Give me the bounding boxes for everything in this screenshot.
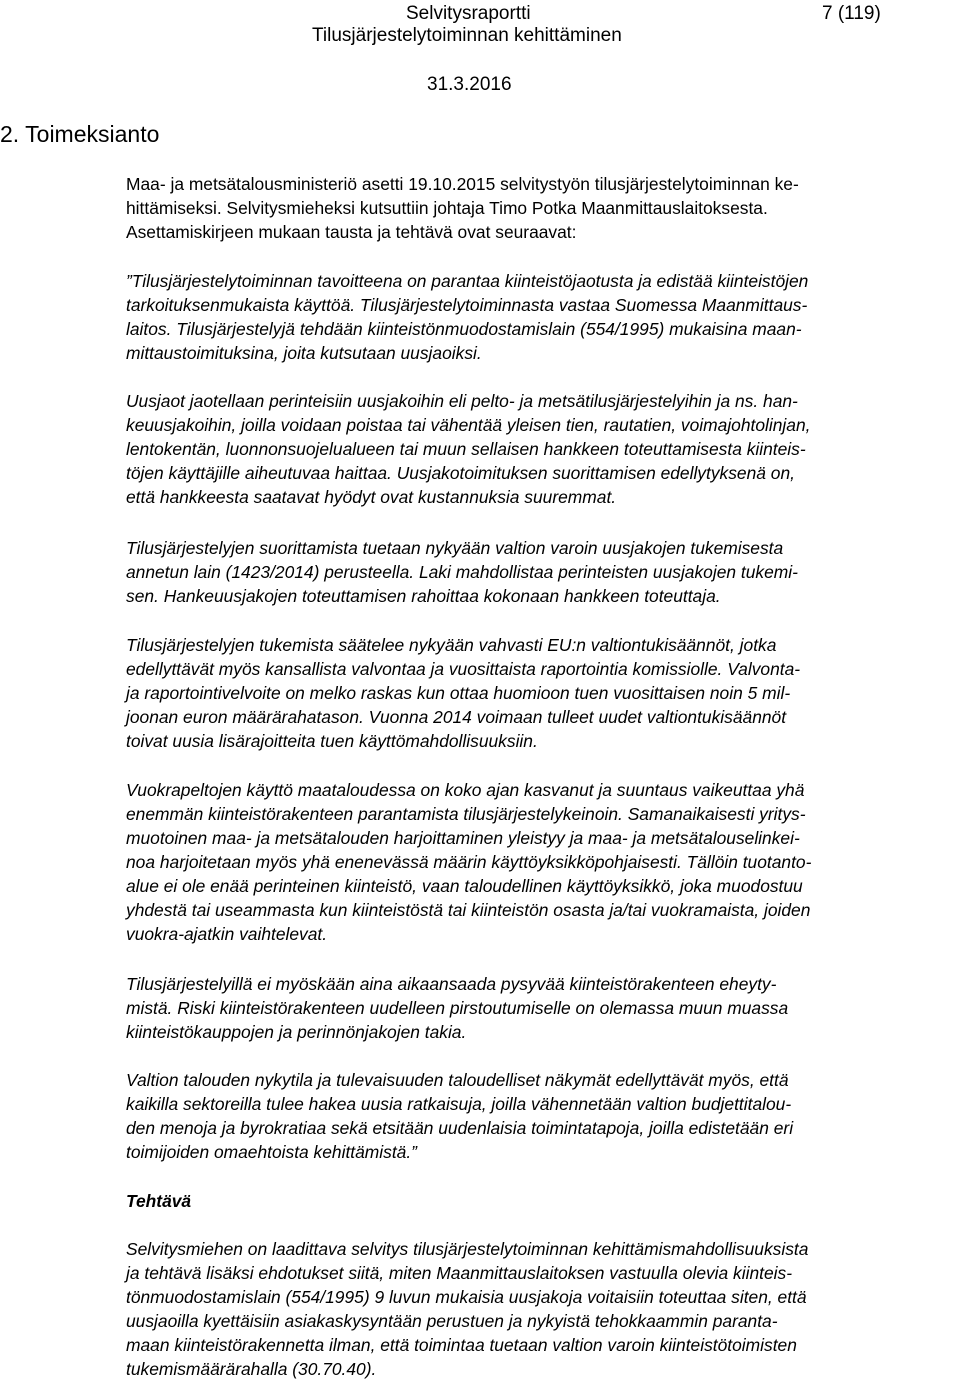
text-line: uusjaoilla kyettäisiin asiakaskysyntään perustuen ja nykyistä tehokkaammin paranta-: [126, 1311, 778, 1331]
task-heading-text: Tehtävä: [126, 1191, 192, 1211]
text-line: maan kiinteistörakennetta ilman, että toimintaa tuetaan valtion varoin kiinteistötoimisten: [126, 1335, 797, 1355]
text-line: tarkoituksenmukaista käyttöä. Tilusjärjestelytoiminnasta vastaa Suomessa Maanmittaus-: [126, 295, 808, 315]
text-line: muotoinen maa- ja metsätalouden harjoittaminen yleistyy ja maa- ja metsätalouselinkei-: [126, 828, 800, 848]
text-line: lentokentän, luonnonsuojelualueen tai muun sellaisen hankkeen toteuttamisesta kiinteis-: [126, 439, 806, 459]
report-title: Selvitysraportti: [406, 3, 531, 24]
text-line: mittaustoimituksina, joita kutsutaan uusjaoiksi.: [126, 343, 482, 363]
report-date: 31.3.2016: [427, 74, 512, 95]
text-line: Tilusjärjestelyjen suorittamista tuetaan nykyään valtion varoin uusjakojen tukemisesta: [126, 538, 784, 558]
text-line: että hankkeesta saatavat hyödyt ovat kustannuksia suuremmat.: [126, 487, 617, 507]
text-line: Valtion talouden nykytila ja tulevaisuuden taloudelliset näkymät edellyttävät myös, että: [126, 1070, 789, 1090]
quote-paragraph: [126, 778, 956, 946]
text-line: keuusjakoihin, joilla voidaan poistaa tai vähentää yleisen tien, rautatien, voimajohtolinjan,: [126, 415, 811, 435]
text-line: Vuokrapeltojen käyttö maataloudessa on koko ajan kasvanut ja suuntaus vaikeuttaa yhä: [126, 780, 805, 800]
quote-paragraph: [126, 389, 956, 509]
text-line: vuokra-ajatkin vaihtelevat.: [126, 924, 328, 944]
text-line: ja tehtävä lisäksi ehdotukset siitä, miten Maanmittauslaitoksen vastuulla olevia kiinteis-: [126, 1263, 792, 1283]
task-heading: [126, 1189, 956, 1213]
text-line: kaikilla sektoreilla tulee hakea uusia ratkaisuja, joilla vähennetään valtion budjettitalou-: [126, 1094, 792, 1114]
report-subtitle: Tilusjärjestelytoiminnan kehittäminen: [312, 25, 622, 46]
text-line: noa harjoitetaan myös yhä enenevässä määrin käyttöyksikköpohjaisesti. Tällöin tuotanto-: [126, 852, 812, 872]
text-line: mistä. Riski kiinteistörakenteen uudelleen pirstoutumiselle on olemassa muun muassa: [126, 998, 789, 1018]
text-line: Selvitysmiehen on laadittava selvitys tilusjärjestelytoiminnan kehittämismahdollisuuksista: [126, 1239, 809, 1259]
text-line: yhdestä tai useammasta kun kiinteistöstä tai kiinteistön osasta ja/tai vuokramaista, joiden: [126, 900, 811, 920]
text-line: töjen käyttäjille aiheutuvaa haittaa. Uusjakotoimituksen suorittamisen edellytyksenä on,: [126, 463, 795, 483]
text-line: sen. Hankeuusjakojen toteuttamisen rahoittaa kokonaan hankkeen toteuttaja.: [126, 586, 721, 606]
intro-paragraph: [126, 172, 956, 244]
quote-paragraph: [126, 536, 956, 608]
text-line: Uusjaot jaotellaan perinteisiin uusjakoihin eli pelto- ja metsätilusjärjestelyihin ja ns. han-: [126, 391, 798, 411]
text-line: hittämiseksi. Selvitysmieheksi kutsuttiin johtaja Timo Potka Maanmittauslaitoksesta.: [126, 198, 768, 218]
section-heading: 2. Toimeksianto: [0, 121, 160, 147]
text-line: laitos. Tilusjärjestelyjä tehdään kiinteistönmuodostamislain (554/1995) mukaisina maan-: [126, 319, 802, 339]
text-line: tönmuodostamislain (554/1995) 9 luvun mukaisia uusjakoja voitaisiin toteuttaa siten, että: [126, 1287, 807, 1307]
text-line: toimijoiden omaehtoista kehittämistä.”: [126, 1142, 417, 1162]
text-line: Maa- ja metsätalousministeriö asetti 19.10.2015 selvitystyön tilusjärjestelytoiminnan ke-: [126, 174, 799, 194]
task-paragraph: [126, 1237, 956, 1381]
text-line: edellyttävät myös kansallista valvontaa ja vuosittaista raportointia komissiolle. Valvonta-: [126, 659, 801, 679]
text-line: den menoja ja byrokratiaa sekä etsitään uudenlaisia toimintatapoja, joilla edistetään eri: [126, 1118, 794, 1138]
text-line: toivat uusia lisärajoitteita tuen käyttömahdollisuuksiin.: [126, 731, 538, 751]
text-line: annetun lain (1423/2014) perusteella. Laki mahdollistaa perinteisten uusjakojen tukemi-: [126, 562, 798, 582]
quote-paragraph: [126, 1068, 956, 1164]
quote-paragraph: [126, 269, 956, 365]
text-line: ”Tilusjärjestelytoiminnan tavoitteena on parantaa kiinteistöjaotusta ja edistää kiinteistöjen: [126, 271, 809, 291]
text-line: Tilusjärjestelyjen tukemista säätelee nykyään vahvasti EU:n valtiontukisäännöt, jotka: [126, 635, 777, 655]
page-number: 7 (119): [822, 3, 881, 24]
text-line: enemmän kiinteistörakenteen parantamista tilusjärjestelykeinoin. Samanaikaisesti yritys-: [126, 804, 806, 824]
text-line: ja raportointivelvoite on melko raskas kun ottaa huomioon tuen vuosittaisen noin 5 mil-: [126, 683, 791, 703]
text-line: tukemismäärärahalla (30.70.40).: [126, 1359, 377, 1379]
text-line: Asettamiskirjeen mukaan tausta ja tehtävä ovat seuraavat:: [126, 222, 577, 242]
text-line: kiinteistökauppojen ja perinnönjakojen takia.: [126, 1022, 467, 1042]
quote-paragraph: [126, 972, 956, 1044]
quote-paragraph: [126, 633, 956, 753]
text-line: Tilusjärjestelyillä ei myöskään aina aikaansaada pysyvää kiinteistörakenteen eheyty-: [126, 974, 777, 994]
text-line: alue ei ole enää perinteinen kiinteistö, vaan taloudellinen käyttöyksikkö, joka muodostuu: [126, 876, 803, 896]
text-line: joonan euron määrärahatason. Vuonna 2014 voimaan tulleet uudet valtiontukisäännöt: [126, 707, 787, 727]
